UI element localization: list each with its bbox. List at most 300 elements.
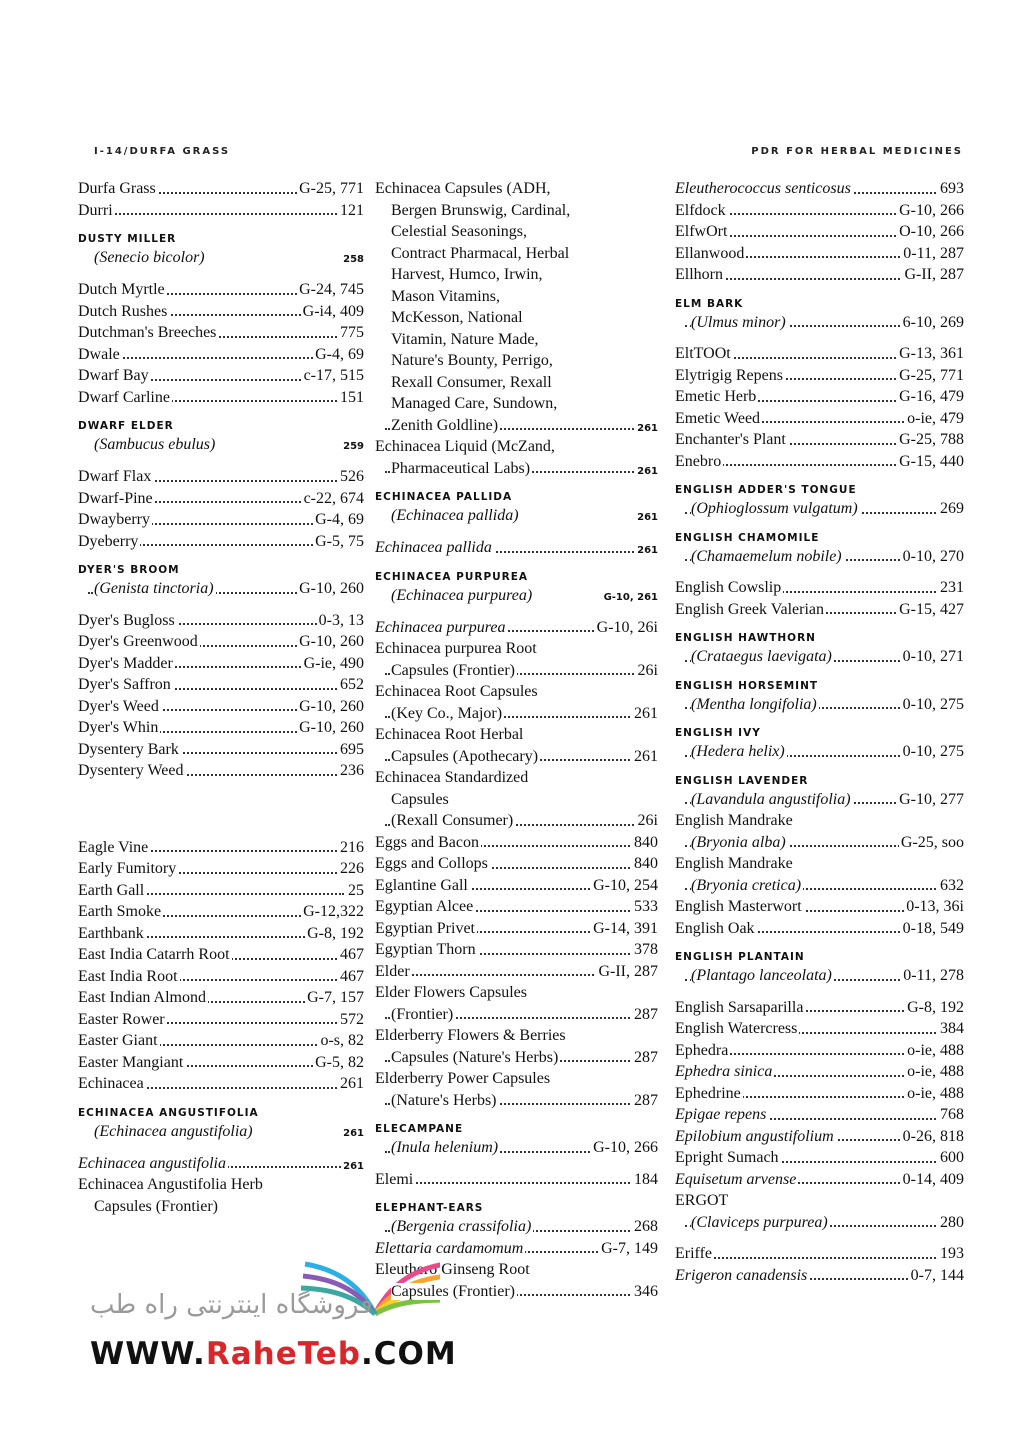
index-entry	[375, 961, 658, 983]
page-reference: G-16, 479	[897, 386, 964, 408]
entry-term: Egyptian Alcee	[375, 898, 474, 915]
page-reference: G-10, 266	[591, 1137, 658, 1159]
page-reference: 632	[938, 875, 964, 897]
page-reference: 0-18, 549	[901, 918, 964, 940]
index-entry	[78, 1174, 364, 1196]
index-entry	[675, 997, 964, 1019]
page-reference: G-25, 771	[297, 178, 364, 200]
index-entry	[675, 694, 964, 716]
entry-term: (Rexall Consumer)	[391, 812, 514, 829]
entry-term: Enchanter's Plant	[675, 431, 786, 448]
index-entry	[78, 531, 364, 553]
page-reference: 0-7, 144	[909, 1265, 964, 1287]
entry-term: Dysentery Bark	[78, 740, 179, 758]
entry-term: Earth Smoke	[78, 903, 162, 920]
entry-term: (Hedera helix)	[691, 743, 785, 760]
entry-term: Rexall Consumer, Rexall	[391, 373, 552, 391]
page-reference: G-24, 745	[297, 279, 364, 301]
section-heading: ELM BARK	[675, 297, 744, 310]
entry-term: Ellanwood	[675, 244, 745, 262]
index-entry	[375, 372, 658, 394]
entry-term: Ephedra sinica	[675, 1063, 773, 1080]
index-entry	[78, 1009, 364, 1031]
section-heading: DWARF ELDER	[78, 420, 174, 432]
index-entry	[675, 810, 964, 832]
entry-term: Easter Mangiant	[78, 1053, 184, 1071]
page-reference: 258	[343, 254, 364, 265]
index-entry	[675, 965, 964, 987]
entry-term: Dwarf-Pine	[78, 489, 153, 507]
entry-term: Dyer's Whin	[78, 719, 159, 736]
index-column-2	[375, 178, 658, 1302]
index-entry	[375, 307, 658, 329]
page-reference: 0-10, 271	[901, 646, 964, 668]
spacer	[78, 269, 364, 279]
entry-term: Eggs and Collops	[375, 855, 488, 872]
entry-term: Eggs and Bacon	[375, 833, 479, 851]
index-entry	[78, 365, 364, 387]
page-reference: 775	[338, 322, 364, 344]
entry-term: East India Root	[78, 967, 178, 985]
entry-term: (Genista tinctoria)	[94, 580, 214, 597]
botanical-name-text: (Sambucus ebulus)	[94, 436, 216, 453]
index-entry	[675, 646, 964, 668]
index-entry	[375, 789, 658, 811]
entry-term: (Ophioglossum vulgatum)	[691, 500, 858, 517]
page-reference: 261	[338, 1073, 364, 1095]
entry-term: (Bryonia alba)	[691, 833, 786, 851]
page-reference: 121	[338, 200, 364, 222]
page-reference: 261	[632, 746, 658, 768]
index-entry	[675, 741, 964, 763]
index-entry	[78, 387, 364, 409]
entry-term: (Lavandula angustifolia)	[691, 790, 851, 808]
index-entry	[78, 301, 364, 323]
index-entry	[375, 638, 658, 660]
entry-term: Dwarf Carline	[78, 388, 170, 406]
index-entry	[375, 767, 658, 789]
page-reference: 346	[632, 1281, 658, 1303]
entry-term: Eriffe	[675, 1245, 713, 1262]
page-reference: 261	[343, 1127, 364, 1139]
page-reference: 287	[632, 1047, 658, 1069]
page-reference: 768	[938, 1104, 964, 1126]
entry-term: Epilobium angustifolium	[675, 1127, 834, 1145]
entry-term: (Plantago lanceolata)	[691, 967, 832, 984]
index-entry	[675, 200, 964, 222]
botanical-name-text: (Echinacea angustifolia)	[94, 1122, 253, 1140]
spacer	[78, 782, 364, 837]
index-entry	[375, 724, 658, 746]
page-reference: G-10, 261	[603, 591, 658, 603]
index-column-3	[675, 178, 964, 1286]
entry-term: Dyer's Bugloss	[78, 611, 175, 629]
index-entry	[375, 681, 658, 703]
page-reference: 600	[938, 1147, 964, 1169]
page-reference: G-14, 391	[591, 918, 658, 940]
entry-term: Elettaria cardamomum	[375, 1239, 524, 1257]
section-heading: ECHINACEA ANGUSTIFOLIA	[78, 1106, 259, 1119]
entry-term: Capsules (Nature's Herbs)	[391, 1048, 559, 1066]
page-reference: 261	[632, 703, 658, 725]
section-heading: ENGLISH CHAMOMILE	[675, 531, 820, 544]
index-entry	[675, 1040, 964, 1062]
page-reference: G-7, 157	[305, 987, 364, 1009]
index-entry	[78, 322, 364, 344]
index-entry	[78, 631, 364, 653]
index-entry	[375, 329, 658, 351]
page-reference: 269	[938, 498, 964, 520]
entry-term: Equisetum arvense	[675, 1170, 797, 1188]
index-entry	[375, 1238, 658, 1260]
entry-term: Dyeberry	[78, 532, 139, 550]
entry-term: Capsules (Frontier)	[391, 661, 515, 679]
entry-term: Managed Care, Sundown,	[391, 395, 558, 412]
index-column-1	[78, 178, 364, 1217]
page-reference: 840	[632, 853, 658, 875]
entry-term: Epigae repens	[675, 1106, 767, 1123]
index-entry	[675, 1083, 964, 1105]
watermark-persian-text: فروشگاه اینترنتی راه طب	[90, 1290, 373, 1320]
page-reference: 572	[338, 1009, 364, 1031]
page-reference: o-ie, 488	[905, 1083, 964, 1105]
page-reference: 652	[338, 674, 364, 696]
entry-term: Capsules (Apothecary)	[391, 747, 539, 765]
section-heading: DYER'S BROOM	[78, 564, 180, 576]
page-reference: G-15, 427	[897, 599, 964, 621]
page-reference: G-8, 192	[905, 997, 964, 1019]
index-entry	[375, 875, 658, 897]
index-entry	[78, 1052, 364, 1074]
index-entry	[375, 1068, 658, 1090]
index-entry	[375, 350, 658, 372]
index-entry	[375, 415, 658, 437]
page-reference: G-5, 82	[313, 1052, 364, 1074]
page-reference: 6-10, 269	[901, 312, 964, 334]
spacer	[675, 1233, 964, 1243]
index-entry	[375, 1025, 658, 1047]
entry-term: Echinacea Capsules (ADH,	[375, 180, 551, 197]
entry-term: Echinacea pallida	[375, 539, 492, 556]
index-entry	[675, 365, 964, 387]
index-entry	[375, 221, 658, 243]
entry-term: ElfwOrt	[675, 223, 728, 240]
spacer	[78, 600, 364, 610]
index-entry	[78, 901, 364, 923]
entry-term: (Bergenia crassifolia)	[391, 1218, 532, 1235]
spacer	[675, 567, 964, 577]
entry-term: Dwale	[78, 345, 120, 363]
index-entry	[675, 498, 964, 520]
page-reference: 184	[632, 1169, 658, 1191]
index-entry	[78, 987, 364, 1009]
index-entry	[675, 451, 964, 473]
index-entry	[78, 509, 364, 531]
page-reference: 268	[632, 1216, 658, 1238]
watermark-url-brand: RaheTeb	[205, 1336, 361, 1372]
entry-term: Ephedra	[675, 1041, 729, 1059]
index-entry	[78, 279, 364, 301]
page-reference: 526	[338, 466, 364, 488]
entry-term: Bergen Brunswig, Cardinal,	[391, 201, 571, 219]
page-reference: 533	[632, 896, 658, 918]
entry-term: Echinacea Standardized	[375, 769, 529, 786]
entry-term: Emetic Weed	[675, 409, 761, 427]
index-entry	[78, 1073, 364, 1095]
entry-term: Capsules	[391, 790, 449, 808]
entry-term: Echinacea Liquid (McZand,	[375, 438, 555, 455]
page-reference: G-II, 287	[902, 264, 964, 286]
page-reference: G-ie, 490	[302, 653, 364, 675]
page-reference: 216	[338, 837, 364, 859]
index-entry	[675, 178, 964, 200]
entry-term: English Masterwort	[675, 898, 802, 915]
index-entry	[675, 408, 964, 430]
index-entry	[78, 1153, 364, 1175]
botanical-name-text: (Echinacea purpurea)	[391, 586, 533, 604]
entry-term: Echinacea purpurea	[375, 618, 506, 636]
entry-term: Easter Rower	[78, 1010, 165, 1028]
entry-term: Dysentery Weed	[78, 762, 184, 779]
watermark-url-prefix: WWW.	[90, 1336, 206, 1372]
section-botanical-name	[375, 505, 658, 527]
entry-term: Elytrigig Repens	[675, 366, 783, 384]
entry-term: Erigeron canadensis	[675, 1266, 808, 1284]
entry-term: Dutch Rushes	[78, 302, 168, 320]
spacer	[78, 1143, 364, 1153]
index-entry	[78, 739, 364, 761]
entry-term: Epright Sumach	[675, 1149, 779, 1166]
entry-term: Elderberry Power Capsules	[375, 1070, 551, 1087]
section-heading: ENGLISH HORSEMINT	[675, 679, 819, 692]
section-heading: ECHINACEA PALLIDA	[375, 491, 513, 503]
section-heading: ENGLISH HAWTHORN	[675, 632, 816, 644]
entry-term: Echinacea Angustifolia Herb	[78, 1176, 263, 1193]
entry-term: Mason Vitamins,	[391, 287, 500, 305]
page-reference: 261	[635, 418, 658, 437]
section-botanical-name	[375, 585, 658, 607]
entry-term: Elemi	[375, 1170, 414, 1188]
entry-term: Echinacea	[78, 1075, 144, 1092]
index-entry	[375, 982, 658, 1004]
page-reference: c-22, 674	[302, 488, 364, 510]
page-reference: G-25, 771	[897, 365, 964, 387]
entry-term: Dyer's Saffron	[78, 676, 171, 693]
entry-term: Harvest, Humco, Irwin,	[391, 266, 543, 283]
entry-term: English Greek Valerian	[675, 600, 824, 618]
entry-term: Capsules (Frontier)	[94, 1197, 218, 1215]
page-reference: 261	[637, 512, 658, 523]
page-reference: 0-26, 818	[901, 1126, 964, 1148]
page-reference: G-7, 149	[599, 1238, 658, 1260]
index-entry	[78, 1030, 364, 1052]
botanical-name-text: (Echinacea pallida)	[391, 507, 519, 524]
page-reference: 0-10, 275	[901, 741, 964, 763]
section-heading: ELECAMPANE	[375, 1123, 464, 1135]
index-entry	[675, 918, 964, 940]
index-entry	[78, 696, 364, 718]
index-entry	[375, 200, 658, 222]
page-reference: G-10, 26i	[595, 617, 658, 639]
page-reference: 467	[338, 944, 364, 966]
section-botanical-name	[78, 1121, 364, 1143]
page-reference: c-17, 515	[302, 365, 364, 387]
page-reference: 0-13, 36i	[904, 896, 964, 918]
index-entry	[375, 1137, 658, 1159]
index-entry	[675, 1265, 964, 1287]
page-reference: 261	[341, 1156, 364, 1175]
entry-term: Vitamin, Nature Made,	[391, 330, 539, 348]
page-reference: 0-10, 275	[901, 694, 964, 716]
entry-term: English Sarsaparilla	[675, 998, 804, 1016]
page-reference: G-4, 69	[313, 344, 364, 366]
index-entry	[78, 578, 364, 600]
index-entry	[675, 1243, 964, 1265]
entry-term: Dyer's Weed	[78, 697, 159, 715]
entry-term: Echinacea purpurea Root	[375, 640, 537, 657]
index-entry	[675, 1169, 964, 1191]
section-heading: ENGLISH PLANTAIN	[675, 951, 805, 963]
entry-term: Eglantine Gall	[375, 876, 468, 894]
entry-term: (Claviceps purpurea)	[691, 1213, 828, 1231]
index-entry	[375, 1047, 658, 1069]
entry-term: Echinacea Root Herbal	[375, 726, 524, 743]
section-heading: ECHINACEA PURPUREA	[375, 570, 529, 583]
entry-term: Dwarf Bay	[78, 367, 149, 384]
index-entry	[675, 312, 964, 334]
index-entry	[675, 429, 964, 451]
page-reference: 231	[938, 577, 964, 599]
entry-term: Zenith Goldline)	[391, 416, 499, 434]
index-entry	[675, 1061, 964, 1083]
index-entry	[675, 1212, 964, 1234]
entry-term: Dutchman's Breeches	[78, 324, 217, 341]
page-reference: 378	[632, 939, 658, 961]
index-entry	[375, 393, 658, 415]
entry-term: (Nature's Herbs)	[391, 1091, 497, 1109]
entry-term: ERGOT	[675, 1192, 729, 1209]
page-reference: 0-10, 270	[901, 546, 964, 568]
entry-term: Ephedrine	[675, 1084, 741, 1102]
entry-term: Earth Gall	[78, 881, 145, 899]
page-reference: G-i4, 409	[301, 301, 364, 323]
page-reference: O-10, 266	[897, 221, 964, 243]
spacer	[78, 456, 364, 466]
index-entry	[675, 789, 964, 811]
index-entry	[375, 1090, 658, 1112]
entry-term: Dyer's Greenwood	[78, 633, 198, 650]
page-reference: 384	[938, 1018, 964, 1040]
entry-term: Earthbank	[78, 924, 144, 942]
index-entry	[675, 853, 964, 875]
entry-term: (Bryonia cretica)	[691, 876, 802, 894]
entry-term: Ellhorn	[675, 266, 723, 283]
entry-term: Capsules (Frontier)	[391, 1282, 515, 1300]
entry-term: (Key Co., Major)	[391, 704, 503, 722]
index-entry	[675, 577, 964, 599]
entry-term: East India Catarrh Root	[78, 946, 230, 963]
entry-term: McKesson, National	[391, 309, 523, 326]
page-reference: 0-11, 278	[901, 965, 964, 987]
page-reference: 287	[632, 1090, 658, 1112]
index-entry	[375, 264, 658, 286]
entry-term: Enebro	[675, 452, 722, 470]
section-heading: ELEPHANT-EARS	[375, 1202, 484, 1214]
index-entry	[375, 178, 658, 200]
index-entry	[78, 178, 364, 200]
page-reference: 467	[338, 966, 364, 988]
entry-term: Pharmaceutical Labs)	[391, 459, 531, 477]
entry-term: Dwayberry	[78, 511, 150, 528]
index-entry	[675, 896, 964, 918]
index-entry	[375, 853, 658, 875]
entry-term: Nature's Bounty, Perrigo,	[391, 352, 553, 369]
entry-term: (Ulmus minor)	[691, 313, 786, 331]
section-heading: DUSTY MILLER	[78, 233, 177, 245]
page-reference: 695	[338, 739, 364, 761]
entry-term: English Mandrake	[675, 855, 793, 872]
entry-term: Dyer's Madder	[78, 654, 173, 672]
entry-term: Durri	[78, 201, 113, 219]
index-entry	[78, 760, 364, 782]
page-reference: G-8, 192	[305, 923, 364, 945]
page-reference: G-10, 277	[897, 789, 964, 811]
index-entry	[675, 1190, 964, 1212]
page-reference: 0-14, 409	[901, 1169, 964, 1191]
index-entry	[375, 1004, 658, 1026]
index-entry	[675, 1147, 964, 1169]
spacer	[675, 333, 964, 343]
entry-term: English Watercress	[675, 1020, 798, 1037]
entry-term: Elder	[375, 962, 410, 980]
entry-term: EltTOOt	[675, 345, 731, 362]
page-reference: G-II, 287	[596, 961, 658, 983]
section-botanical-name	[78, 434, 364, 456]
entry-term: (Crataegus laevigata)	[691, 648, 832, 665]
entry-term: Elfdock	[675, 201, 726, 219]
index-entry	[375, 1169, 658, 1191]
section-botanical-name	[78, 247, 364, 269]
entry-term: Eleuthero Ginseng Root	[375, 1261, 530, 1278]
index-entry	[375, 810, 658, 832]
entry-term: Dwarf Flax	[78, 468, 152, 485]
index-entry	[375, 537, 658, 559]
page-reference: G-13, 361	[897, 343, 964, 365]
entry-term: English Oak	[675, 919, 755, 937]
entry-term: Egyptian Thorn	[375, 941, 476, 958]
index-entry	[375, 746, 658, 768]
running-header-right: PDR FOR HERBAL MEDICINES	[751, 146, 963, 157]
page-reference: 26i	[636, 660, 658, 682]
index-entry	[78, 858, 364, 880]
index-entry	[78, 488, 364, 510]
index-entry	[675, 875, 964, 897]
page-reference: o-s, 82	[318, 1030, 364, 1052]
page-reference: o-ie, 479	[905, 408, 964, 430]
index-entry	[78, 880, 364, 902]
index-entry	[78, 344, 364, 366]
page-reference: G-10, 260	[297, 578, 364, 600]
index-entry	[78, 653, 364, 675]
entry-term: (Frontier)	[391, 1005, 454, 1023]
page-reference: G-25, 788	[897, 429, 964, 451]
entry-term: Emetic Herb	[675, 388, 757, 405]
index-entry	[675, 1104, 964, 1126]
page-reference: G-25, soo	[899, 832, 964, 854]
entry-term: (Inula helenium)	[391, 1139, 499, 1156]
index-entry	[675, 221, 964, 243]
index-entry	[375, 832, 658, 854]
